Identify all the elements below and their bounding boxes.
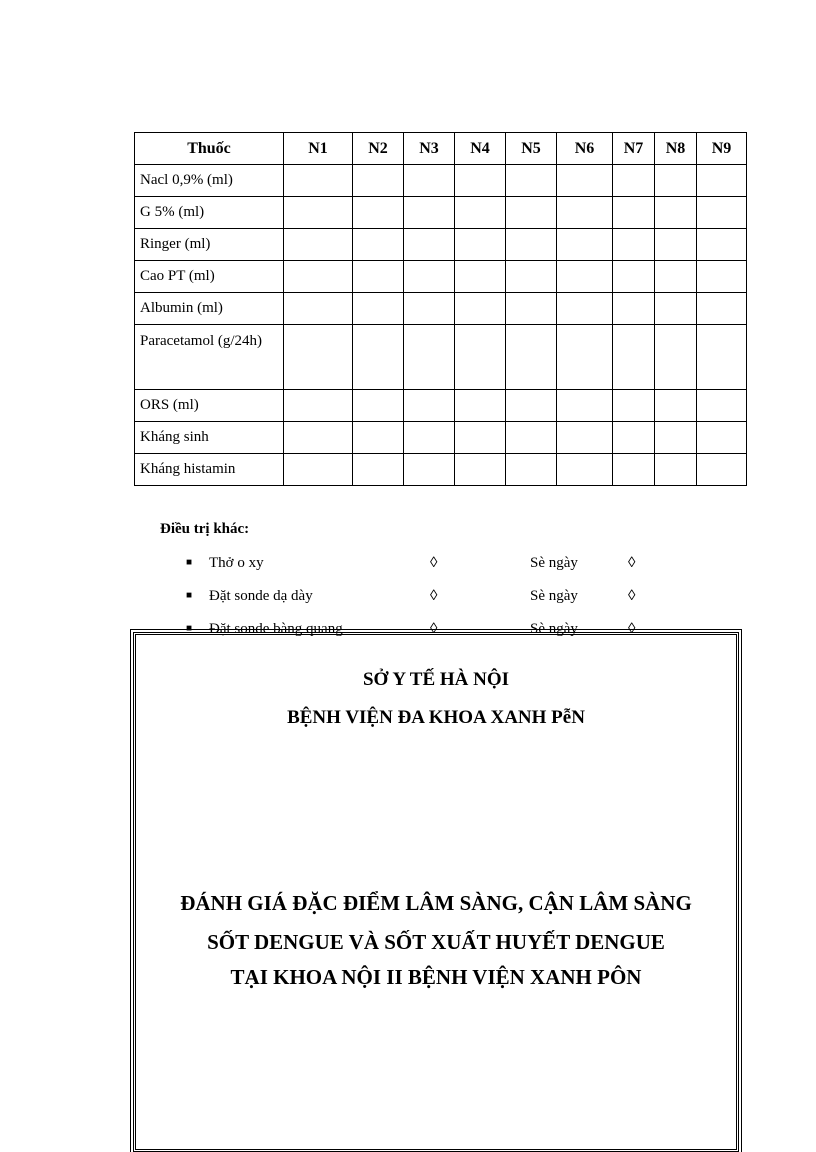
table-row	[135, 390, 747, 422]
list-item	[186, 551, 686, 584]
header-day: N8	[655, 133, 697, 165]
list-item	[186, 584, 686, 617]
thesis-title-line: ĐÁNH GIÁ ĐẶC ĐIỂM LÂM SÀNG, CẬN LÂM SÀNG	[180, 891, 692, 915]
table-row	[135, 261, 747, 293]
drug-name: Paracetamol (g/24h)	[135, 325, 284, 390]
cover-page	[133, 632, 739, 1152]
thesis-title-line: SỐT DENGUE VÀ SỐT XUẤT HUYẾT DENGUE	[207, 930, 665, 954]
bullet-icon: ■	[186, 623, 193, 634]
diamond-checkbox-icon[interactable]: ◊	[430, 588, 438, 604]
diamond-checkbox-icon[interactable]: ◊	[430, 555, 438, 571]
table-row	[135, 197, 747, 229]
days-label: Sè ngày	[530, 621, 578, 637]
header-day: N6	[557, 133, 613, 165]
medication-table	[134, 132, 747, 486]
table-row	[135, 229, 747, 261]
drug-name: Ringer (ml)	[135, 229, 284, 261]
header-day: N1	[284, 133, 353, 165]
header-drug: Thuốc	[135, 133, 284, 165]
drug-name: Albumin (ml)	[135, 293, 284, 325]
hospital-name: BỆNH VIỆN ĐA KHOA XANH PễN	[287, 707, 585, 728]
table-row	[135, 422, 747, 454]
drug-name: G 5% (ml)	[135, 197, 284, 229]
drug-name: ORS (ml)	[135, 390, 284, 422]
diamond-checkbox-icon[interactable]: ◊	[628, 555, 636, 571]
table-row	[135, 293, 747, 325]
table-header-row	[135, 133, 747, 165]
drug-name: Nacl 0,9% (ml)	[135, 165, 284, 197]
days-label: Sè ngày	[530, 555, 578, 571]
drug-name: Kháng sinh	[135, 422, 284, 454]
bullet-icon: ■	[186, 557, 193, 568]
table-row	[135, 165, 747, 197]
header-day: N7	[613, 133, 655, 165]
diamond-checkbox-icon[interactable]: ◊	[628, 588, 636, 604]
header-day: N5	[506, 133, 557, 165]
treatment-label: Đặt sonde dạ dày	[209, 588, 313, 604]
department-name: SỞ Y TẾ HÀ NỘI	[362, 669, 510, 690]
drug-name: Kháng histamin	[135, 454, 284, 486]
treatment-label: Đặt sonde bàng quang	[209, 621, 343, 637]
header-day: N4	[455, 133, 506, 165]
other-treatments-list	[186, 551, 686, 637]
drug-name: Cao PT (ml)	[135, 261, 284, 293]
thesis-title-line: TẠI KHOA NỘI II BỆNH VIỆN XANH PÔN	[230, 965, 642, 989]
header-day: N9	[697, 133, 747, 165]
days-label: Sè ngày	[530, 588, 578, 604]
diamond-checkbox-icon[interactable]: ◊	[628, 621, 636, 637]
other-treatments-title: Điều trị khác:	[160, 521, 250, 537]
table-row	[135, 454, 747, 486]
diamond-checkbox-icon[interactable]: ◊	[430, 621, 438, 637]
bullet-icon: ■	[186, 590, 193, 601]
header-day: N2	[353, 133, 404, 165]
treatment-label: Thở o xy	[209, 555, 264, 571]
header-day: N3	[404, 133, 455, 165]
table-row	[135, 325, 747, 390]
